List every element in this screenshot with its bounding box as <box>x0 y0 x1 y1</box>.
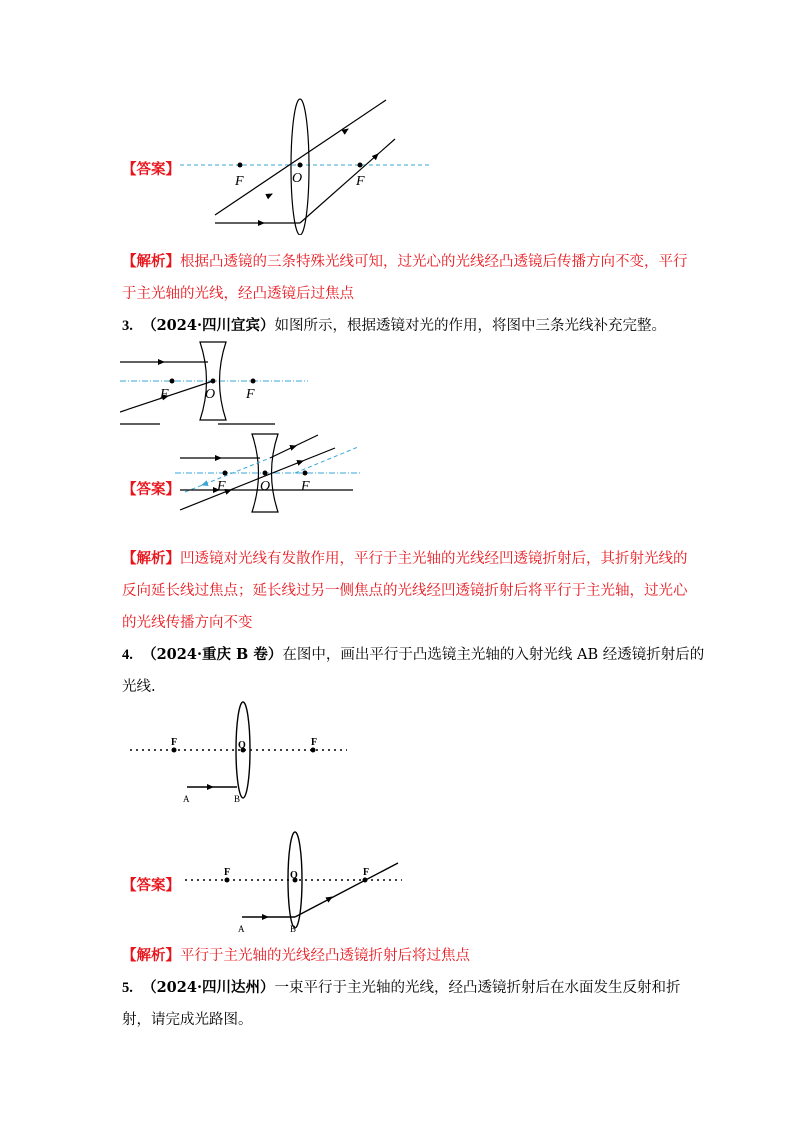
optical-center-label: O <box>290 870 298 881</box>
question-text: 如图所示，根据透镜对光的作用，将图中三条光线补充完整。 <box>274 318 666 334</box>
point-a-label: A <box>238 924 245 934</box>
convex-lens-question-diagram <box>125 700 355 810</box>
focal-label-left: F <box>235 174 244 189</box>
convex-lens-answer-diagram <box>180 830 410 940</box>
focal-label-left: F <box>160 387 169 402</box>
ray-refracted <box>295 863 398 917</box>
analysis-line: 反向延长线过焦点；延长线过另一侧焦点的光线经凹透镜折射后将平行于主光轴，过光心 <box>122 583 688 599</box>
analysis-text: 根据凸透镜的三条特殊光线可知，过光心的光线经凸透镜后传播方向不变，平行 <box>180 254 688 270</box>
analysis-tag: 【解析】 <box>122 253 180 270</box>
question-number: 5. <box>122 980 133 996</box>
concave-lens-question-diagram <box>120 340 320 425</box>
analysis-tag: 【解析】 <box>122 947 180 964</box>
analysis-line: 于主光轴的光线，经凸透镜后过焦点 <box>122 286 354 302</box>
focal-label-left: F <box>217 479 226 494</box>
focal-label-right: F <box>246 387 255 402</box>
optical-center-label: O <box>292 171 303 186</box>
point-a-label: A <box>183 794 190 804</box>
optical-center-label: O <box>260 479 271 494</box>
analysis-line <box>122 946 470 966</box>
analysis-line <box>122 549 688 569</box>
question-number: 4. <box>122 647 133 663</box>
question-number: 3. <box>122 318 133 334</box>
focal-label-left: F <box>224 867 231 878</box>
question-5 <box>122 978 681 998</box>
analysis-text: 平行于主光轴的光线经凸透镜折射后将过焦点 <box>180 948 470 964</box>
question-source: （2024·重庆 B 卷） <box>142 646 283 663</box>
ray-refracted <box>300 139 395 223</box>
question-text-cont: 射，请完成光路图。 <box>122 1012 253 1028</box>
point-b-label: B <box>234 794 241 804</box>
focal-label-right: F <box>363 867 370 878</box>
answer-tag: 【答案】 <box>122 877 180 894</box>
focal-label-right: F <box>301 479 310 494</box>
analysis-line: 的光线传播方向不变 <box>122 615 253 631</box>
focal-label-right: F <box>356 174 365 189</box>
analysis-tag: 【解析】 <box>122 550 180 567</box>
question-text: 在图中，画出平行于凸选镜主光轴的入射光线 AB 经透镜折射后的 <box>282 647 705 663</box>
optical-center-label: O <box>205 387 216 402</box>
question-text-cont: 光线. <box>122 679 156 695</box>
question-text: 一束平行于主光轴的光线，经凸透镜折射后在水面发生反射和折 <box>274 980 681 996</box>
analysis-text: 凹透镜对光线有发散作用，平行于主光轴的光线经凹透镜折射后，其折射光线的 <box>180 551 688 567</box>
convex-lens-answer-diagram <box>180 95 440 235</box>
ray-through-center <box>215 100 386 215</box>
focal-label-left: F <box>171 737 178 748</box>
point-b-label: B <box>290 924 297 934</box>
optical-center-label: O <box>238 740 246 751</box>
question-3 <box>122 316 666 336</box>
analysis-line <box>122 252 688 272</box>
question-source: （2024·四川宜宾） <box>142 317 275 334</box>
question-4 <box>122 645 704 665</box>
answer-tag: 【答案】 <box>122 161 180 178</box>
concave-lens-answer-diagram <box>175 432 365 517</box>
question-source: （2024·四川达州） <box>142 979 275 996</box>
focal-label-right: F <box>311 737 318 748</box>
answer-tag: 【答案】 <box>122 481 180 498</box>
